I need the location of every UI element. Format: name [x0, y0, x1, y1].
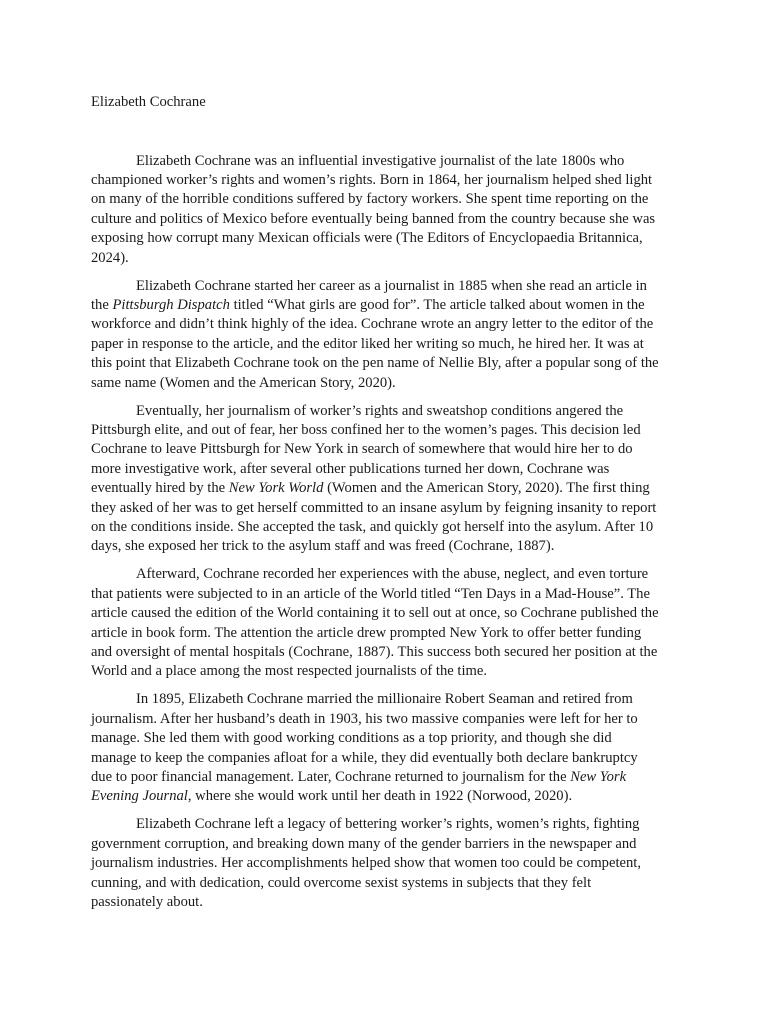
text-line: World and a place among the most respected journalists of the time.: [91, 663, 487, 680]
italic-title: New York World: [228, 480, 324, 497]
italic-title: Pittsburgh Dispatch: [112, 296, 230, 313]
text-line: passionately about.: [91, 894, 203, 911]
text-line: Elizabeth Cochrane was an influential investigative journalist of the late 1800s who: [136, 152, 625, 169]
paragraph: [91, 152, 681, 268]
italic-title: New York: [570, 769, 627, 786]
text-segment: this point that Elizabeth Cochrane took on the pen name of Nellie Bly, after a popular song of the: [91, 355, 659, 372]
text-line: article caused the edition of the World containing it to sell out at once, so Cochrane published the: [91, 605, 659, 622]
text-line: journalism industries. Her accomplishments helped show that women too could be competent,: [91, 855, 641, 872]
document-body: [91, 152, 681, 922]
text-line: Afterward, Cochrane recorded her experiences with the abuse, neglect, and even torture: [136, 566, 649, 583]
text-segment: same name (Women and the American Story, 2020).: [91, 374, 396, 391]
text-line: that patients were subjected to in an article of the World titled “Ten Days in a Mad-House”. The: [91, 585, 650, 602]
text-segment: (Women and the American Story, 2020). The first thing: [323, 480, 650, 497]
document-title: Elizabeth Cochrane: [91, 94, 206, 110]
text-segment: on the conditions inside. She accepted the task, and quickly got herself into the asylum. After 10: [91, 519, 654, 535]
paragraph: [91, 277, 681, 393]
text-segment: , where she would work until her death in 1922 (Norwood, 2020).: [187, 788, 573, 805]
text-segment: journalism. After her husband’s death in 1903, his two massive companies were left for her to: [91, 710, 638, 727]
text-segment: In 1895, Elizabeth Cochrane married the millionaire Robert Seaman and retired from: [136, 691, 633, 708]
paragraph: [91, 690, 681, 806]
text-segment: eventually hired by the: [91, 480, 229, 497]
text-line: 2024).: [91, 249, 129, 266]
text-line: and oversight of mental hospitals (Cochrane, 1887). This success both secured her position at the: [91, 644, 658, 661]
text-segment: titled “What girls are good for”. The article talked about women in the: [229, 296, 645, 313]
text-segment: due to poor financial management. Later, Cochrane returned to journalism for the: [91, 769, 571, 786]
text-line: on many of the horrible conditions suffered by factory workers. She spent time reporting on the: [91, 191, 649, 208]
paragraph: [91, 565, 681, 681]
text-line: culture and politics of Mexico before eventually being banned from the country because she was: [91, 210, 656, 227]
text-segment: Pittsburgh elite, and out of fear, her boss confined her to the women’s pages. This decision led: [91, 421, 641, 438]
text-segment: Eventually, her journalism of worker’s rights and sweatshop conditions angered the: [136, 402, 624, 419]
text-segment: days, she exposed her trick to the asylum staff and was freed (Cochrane, 1887).: [91, 538, 555, 555]
text-segment: Cochrane to leave Pittsburgh for New York in search of somewhere that would hire her to do: [91, 441, 633, 458]
text-line: Elizabeth Cochrane left a legacy of bettering worker’s rights, women’s rights, fighting: [136, 816, 640, 833]
text-segment: they asked of her was to get herself committed to an insane asylum by feigning insanity to report: [91, 499, 657, 516]
text-segment: manage. She led them with good working conditions as a top priority, and though she did: [91, 730, 612, 747]
text-segment: Elizabeth Cochrane started her career as a journalist in 1885 when she read an article in: [136, 277, 647, 294]
text-segment: the: [91, 296, 113, 313]
text-segment: paper in response to the article, and the editor liked her writing so much, he hired her. It was at: [91, 335, 644, 352]
text-segment: workforce and didn’t think highly of the idea. Cochrane wrote an angry letter to the editor of the: [91, 316, 654, 333]
text-line: government corruption, and breaking down many of the gender barriers in the newspaper and: [91, 835, 637, 852]
paragraph: [91, 402, 681, 557]
text-line: cunning, and with dedication, could overcome sexist systems in subjects that they felt: [91, 874, 592, 891]
text-segment: manage to keep the companies afloat for a while, they did eventually both declare bankruptcy: [91, 749, 638, 766]
text-line: article in book form. The attention the article drew prompted New York to offer better funding: [91, 624, 642, 641]
italic-title: Evening Journal: [91, 788, 188, 805]
text-segment: more investigative work, after several other publications turned her down, Cochrane was: [91, 460, 610, 477]
text-line: exposing how corrupt many Mexican officials were (The Editors of Encyclopaedia Britannica,: [91, 230, 643, 247]
paragraph: [91, 815, 681, 912]
text-line: championed worker’s rights and women’s rights. Born in 1864, her journalism helped shed light: [91, 171, 653, 188]
